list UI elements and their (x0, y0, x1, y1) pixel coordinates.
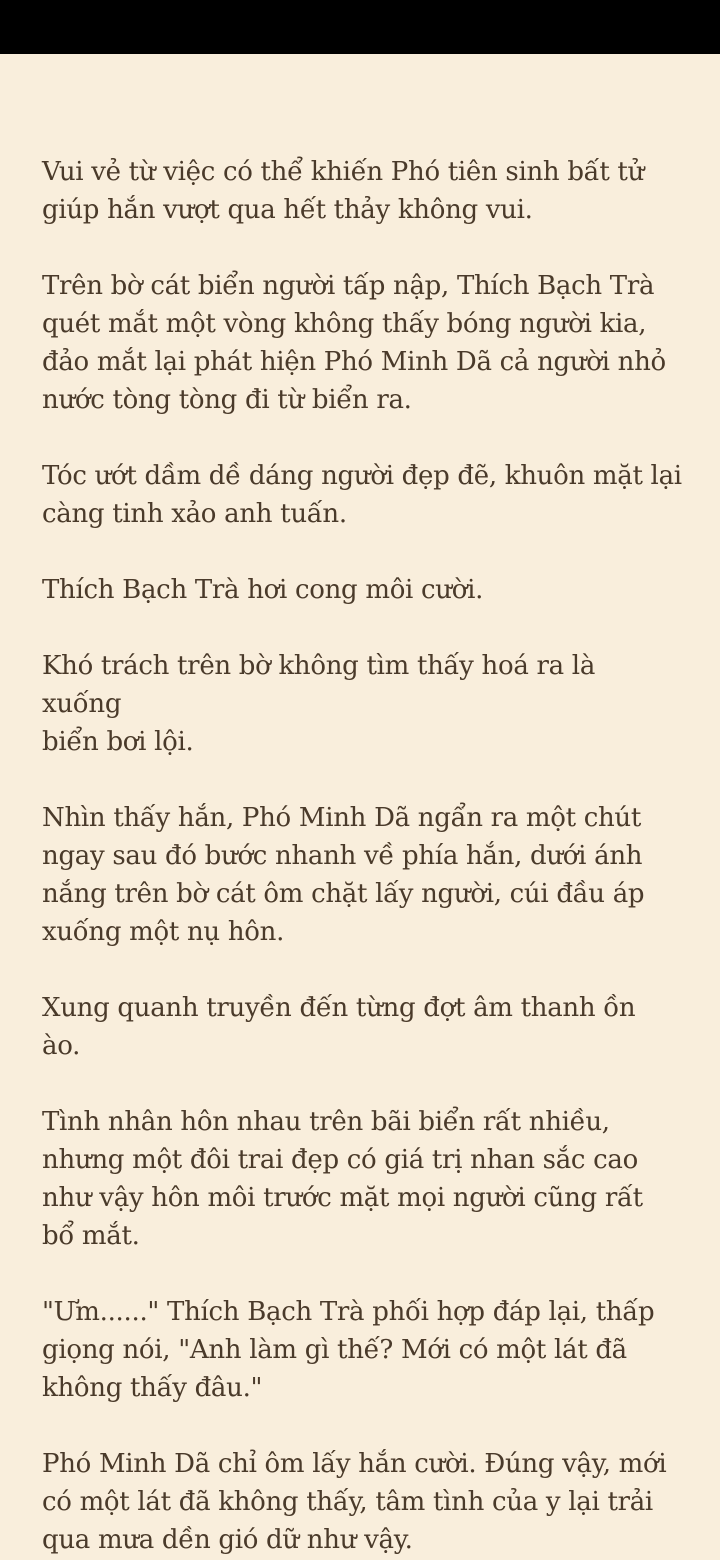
paragraph-8: Tình nhân hôn nhau trên bãi biển rất nhiều, nhưng một đôi trai đẹp có giá trị nhan sắc cao như vậy hôn môi trước mặt mọi người cũng rất bổ mắt. (42, 1107, 643, 1251)
paragraph-3: Tóc ướt dầm dề dáng người đẹp đẽ, khuôn mặt lại càng tinh xảo anh tuấn. (42, 461, 682, 529)
paragraph-5: Khó trách trên bờ không tìm thấy hoá ra là xuống biển bơi lội. (42, 651, 596, 757)
paragraph-1: Vui vẻ từ việc có thể khiến Phó tiên sinh bất tử giúp hắn vượt qua hết thảy không vui. (42, 157, 645, 225)
paragraph-6: Nhìn thấy hắn, Phó Minh Dã ngẩn ra một chút ngay sau đó bước nhanh về phía hắn, dưới ánh nắng trên bờ cát ôm chặt lấy người, cúi đầu áp xuống một nụ hôn. (42, 803, 645, 947)
chapter-text (42, 153, 682, 1555)
paragraph-9: "Ưm......" Thích Bạch Trà phối hợp đáp lại, thấp giọng nói, "Anh làm gì thế? Mới có một lát đã không thấy đâu." (42, 1297, 655, 1403)
paragraph-4: Thích Bạch Trà hơi cong môi cười. (42, 575, 484, 605)
status-bar (0, 0, 720, 54)
paragraph-7: Xung quanh truyền đến từng đợt âm thanh ồn ào. (42, 993, 636, 1061)
reader-page[interactable] (0, 54, 720, 1560)
paragraph-2: Trên bờ cát biển người tấp nập, Thích Bạch Trà quét mắt một vòng không thấy bóng người kia, đảo mắt lại phát hiện Phó Minh Dã cả người nhỏ nước tòng tòng đi từ biển ra. (42, 271, 666, 415)
paragraph-10: Phó Minh Dã chỉ ôm lấy hắn cười. Đúng vậy, mới có một lát đã không thấy, tâm tình của y lại trải qua mưa dền gió dữ như vậy. (42, 1449, 667, 1555)
